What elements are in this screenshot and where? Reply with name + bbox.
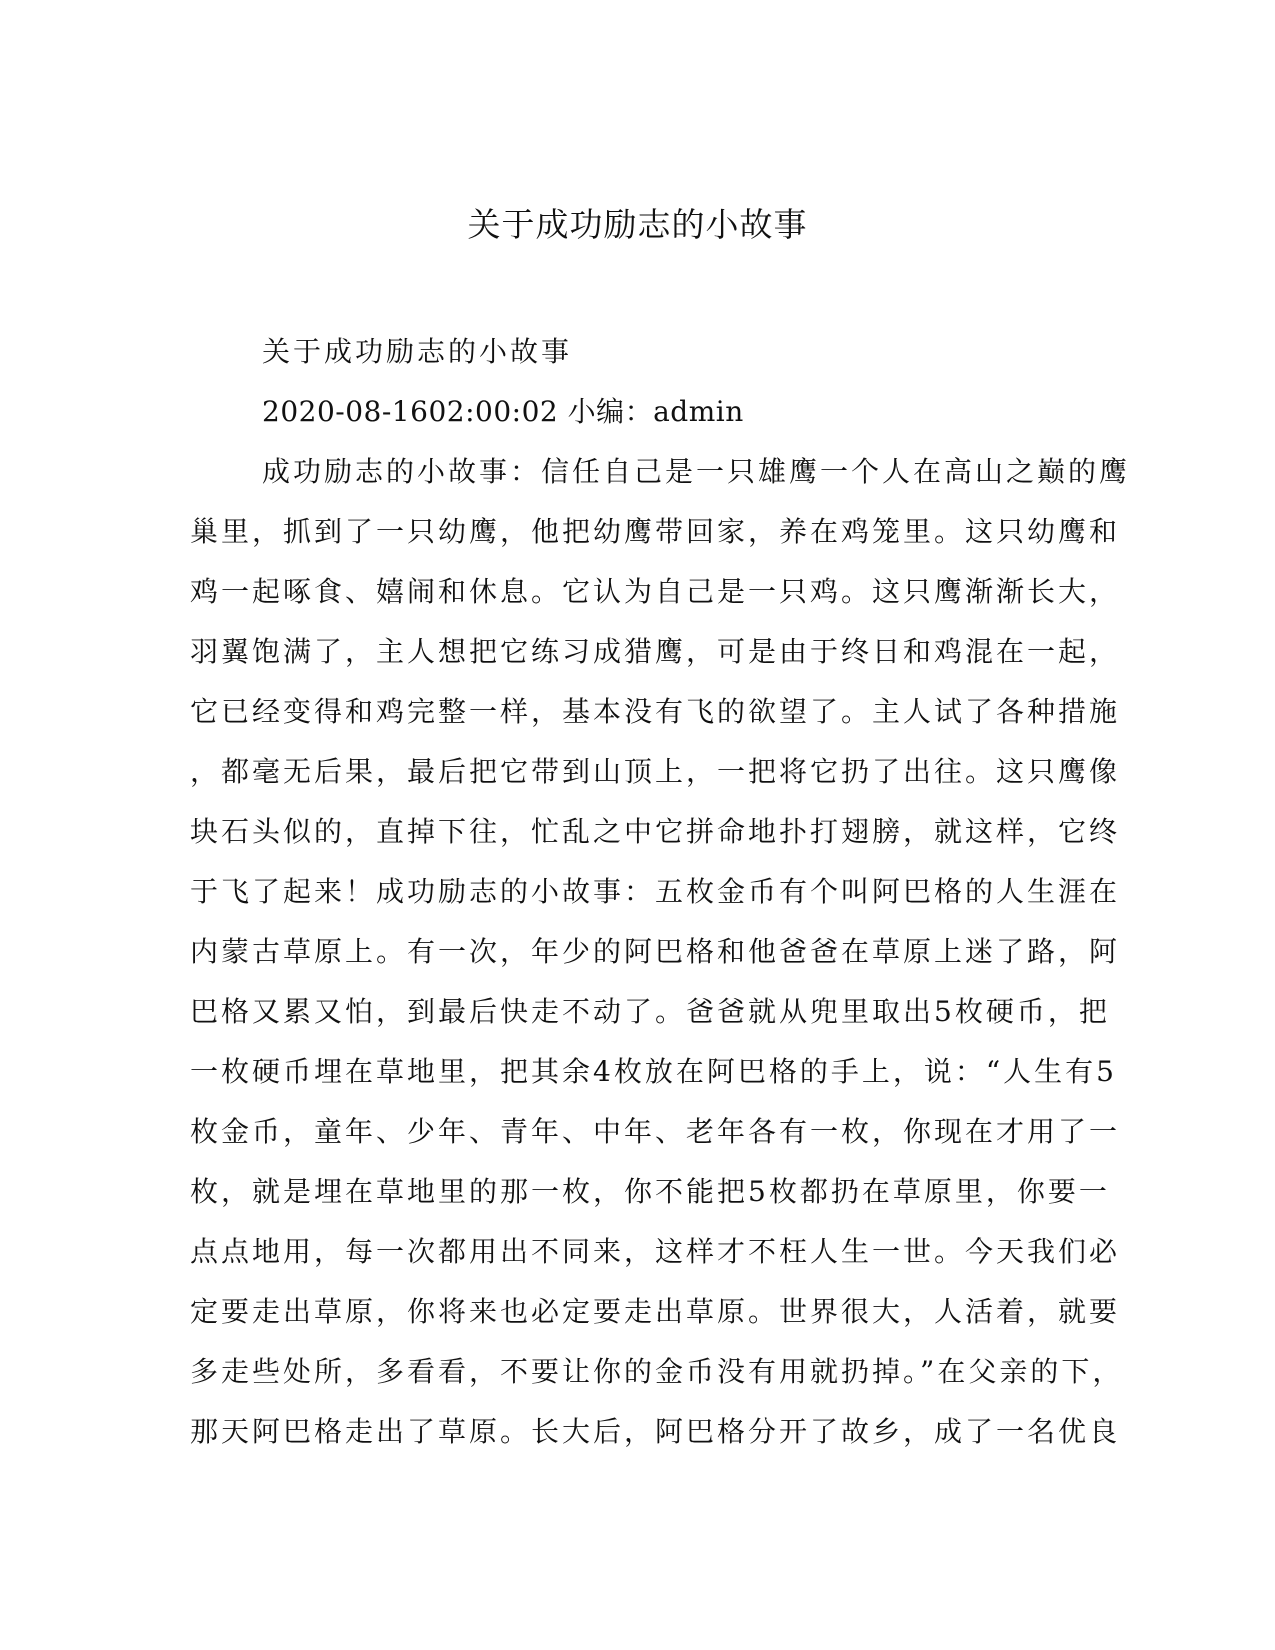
article-meta: 2020-08-1602:00:02 小编：admin — [262, 395, 744, 428]
document-title: 关于成功励志的小故事 — [467, 205, 808, 244]
paragraph-line: 点点地用，每一次都用出不同来，这样才不枉人生一世。今天我们必 — [190, 1235, 1121, 1268]
paragraph-line: 巢里，抓到了一只幼鹰，他把幼鹰带回家，养在鸡笼里。这只幼鹰和 — [190, 515, 1121, 548]
paragraph-line: 块石头似的，直掉下往，忙乱之中它拼命地扑打翅膀，就这样，它终 — [190, 815, 1121, 848]
paragraph-line: 定要走出草原，你将来也必定要走出草原。世界很大，人活着，就要 — [190, 1295, 1121, 1328]
paragraph-line: 羽翼饱满了，主人想把它练习成猎鹰，可是由于终日和鸡混在一起， — [190, 635, 1121, 668]
paragraph-line: 鸡一起啄食、嬉闹和休息。它认为自己是一只鸡。这只鹰渐渐长大， — [190, 575, 1121, 608]
article-subtitle: 关于成功励志的小故事 — [262, 335, 573, 368]
paragraph-line: 内蒙古草原上。有一次，年少的阿巴格和他爸爸在草原上迷了路，阿 — [190, 935, 1121, 968]
paragraph-line: 那天阿巴格走出了草原。长大后，阿巴格分开了故乡，成了一名优良 — [190, 1415, 1121, 1448]
paragraph-line: 巴格又累又怕，到最后快走不动了。爸爸就从兜里取出5枚硬币，把 — [190, 995, 1110, 1028]
paragraph-line: 成功励志的小故事：信任自己是一只雄鹰一个人在高山之巅的鹰 — [262, 455, 1131, 488]
paragraph-line: 于飞了起来！成功励志的小故事：五枚金币有个叫阿巴格的人生涯在 — [190, 875, 1121, 908]
paragraph-line: 多走些处所，多看看，不要让你的金币没有用就扔掉。”在父亲的下， — [190, 1355, 1124, 1388]
article-paragraph — [190, 442, 1131, 1462]
paragraph-line: 它已经变得和鸡完整一样，基本没有飞的欲望了。主人试了各种措施 — [190, 695, 1121, 728]
paragraph-line: 一枚硬币埋在草地里，把其余4枚放在阿巴格的手上，说：“人生有5 — [190, 1055, 1117, 1088]
paragraph-line: 枚金币，童年、少年、青年、中年、老年各有一枚，你现在才用了一 — [190, 1115, 1121, 1148]
paragraph-line: ，都毫无后果，最后把它带到山顶上，一把将它扔了出往。这只鹰像 — [190, 755, 1121, 788]
paragraph-line: 枚，就是埋在草地里的那一枚，你不能把5枚都扔在草原里，你要一 — [190, 1175, 1110, 1208]
